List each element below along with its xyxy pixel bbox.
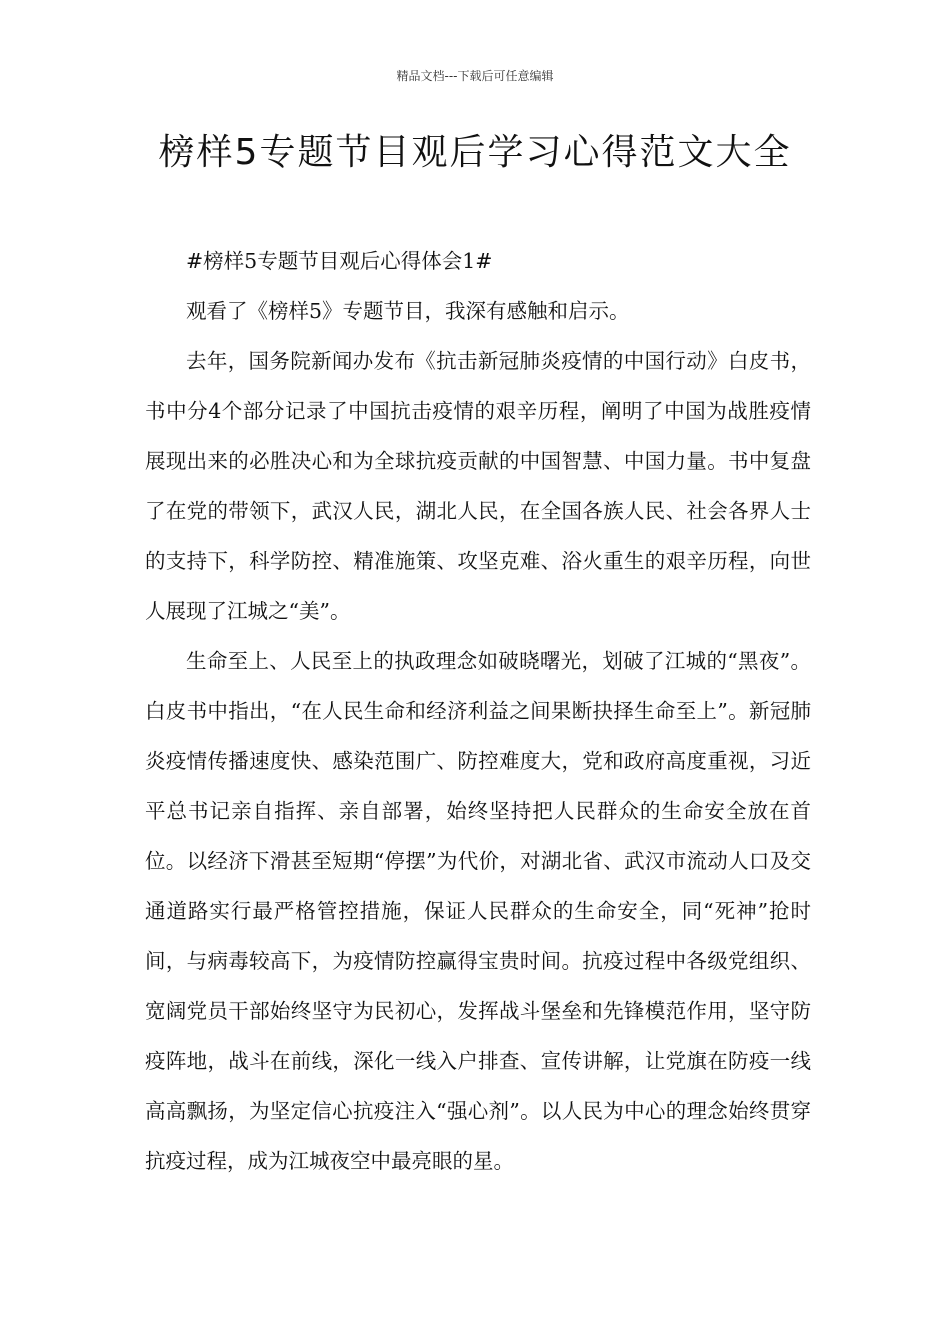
document-title: 榜样5专题节目观后学习心得范文大全 [158, 132, 792, 173]
page-header-note: 精品文档---下载后可任意编辑 [396, 69, 554, 83]
document-body [145, 236, 811, 1186]
section-heading: #榜样5专题节目观后心得体会1# [186, 249, 493, 273]
paragraph-white-paper: 去年，国务院新闻办发布《抗击新冠肺炎疫情的中国行动》白皮书，书中分4个部分记录了中国抗击疫情的艰辛历程，阐明了中国为战胜疫情展现出来的必胜决心和为全球抗疫贡献的中国智慧、中国力量。书中复盘了在党的带领下，武汉人民，湖北人民，在全国各族人民、社会各界人士的支持下，科学防控、精准施策、攻坚克难、浴火重生的艰辛历程，向世人展现了江城之“美”。 [145, 349, 811, 623]
paragraph-people-first: 生命至上、人民至上的执政理念如破晓曙光，划破了江城的“黑夜”。白皮书中指出，“在人民生命和经济利益之间果断抉择生命至上”。新冠肺炎疫情传播速度快、感染范围广、防控难度大，党和政府高度重视，习近平总书记亲自指挥、亲自部署，始终坚持把人民群众的生命安全放在首位。以经济下滑甚至短期“停摆”为代价，对湖北省、武汉市流动人口及交通道路实行最严格管控措施，保证人民群众的生命安全，同“死神”抢时间，与病毒较高下，为疫情防控赢得宝贵时间。抗疫过程中各级党组织、宽阔党员干部始终坚守为民初心，发挥战斗堡垒和先锋模范作用，坚守防疫阵地，战斗在前线，深化一线入户排查、宣传讲解，让党旗在防疫一线高高飘扬，为坚定信心抗疫注入“强心剂”。以人民为中心的理念始终贯穿抗疫过程，成为江城夜空中最亮眼的星。 [145, 649, 811, 1173]
paragraph-intro: 观看了《榜样5》专题节目，我深有感触和启示。 [186, 299, 630, 323]
